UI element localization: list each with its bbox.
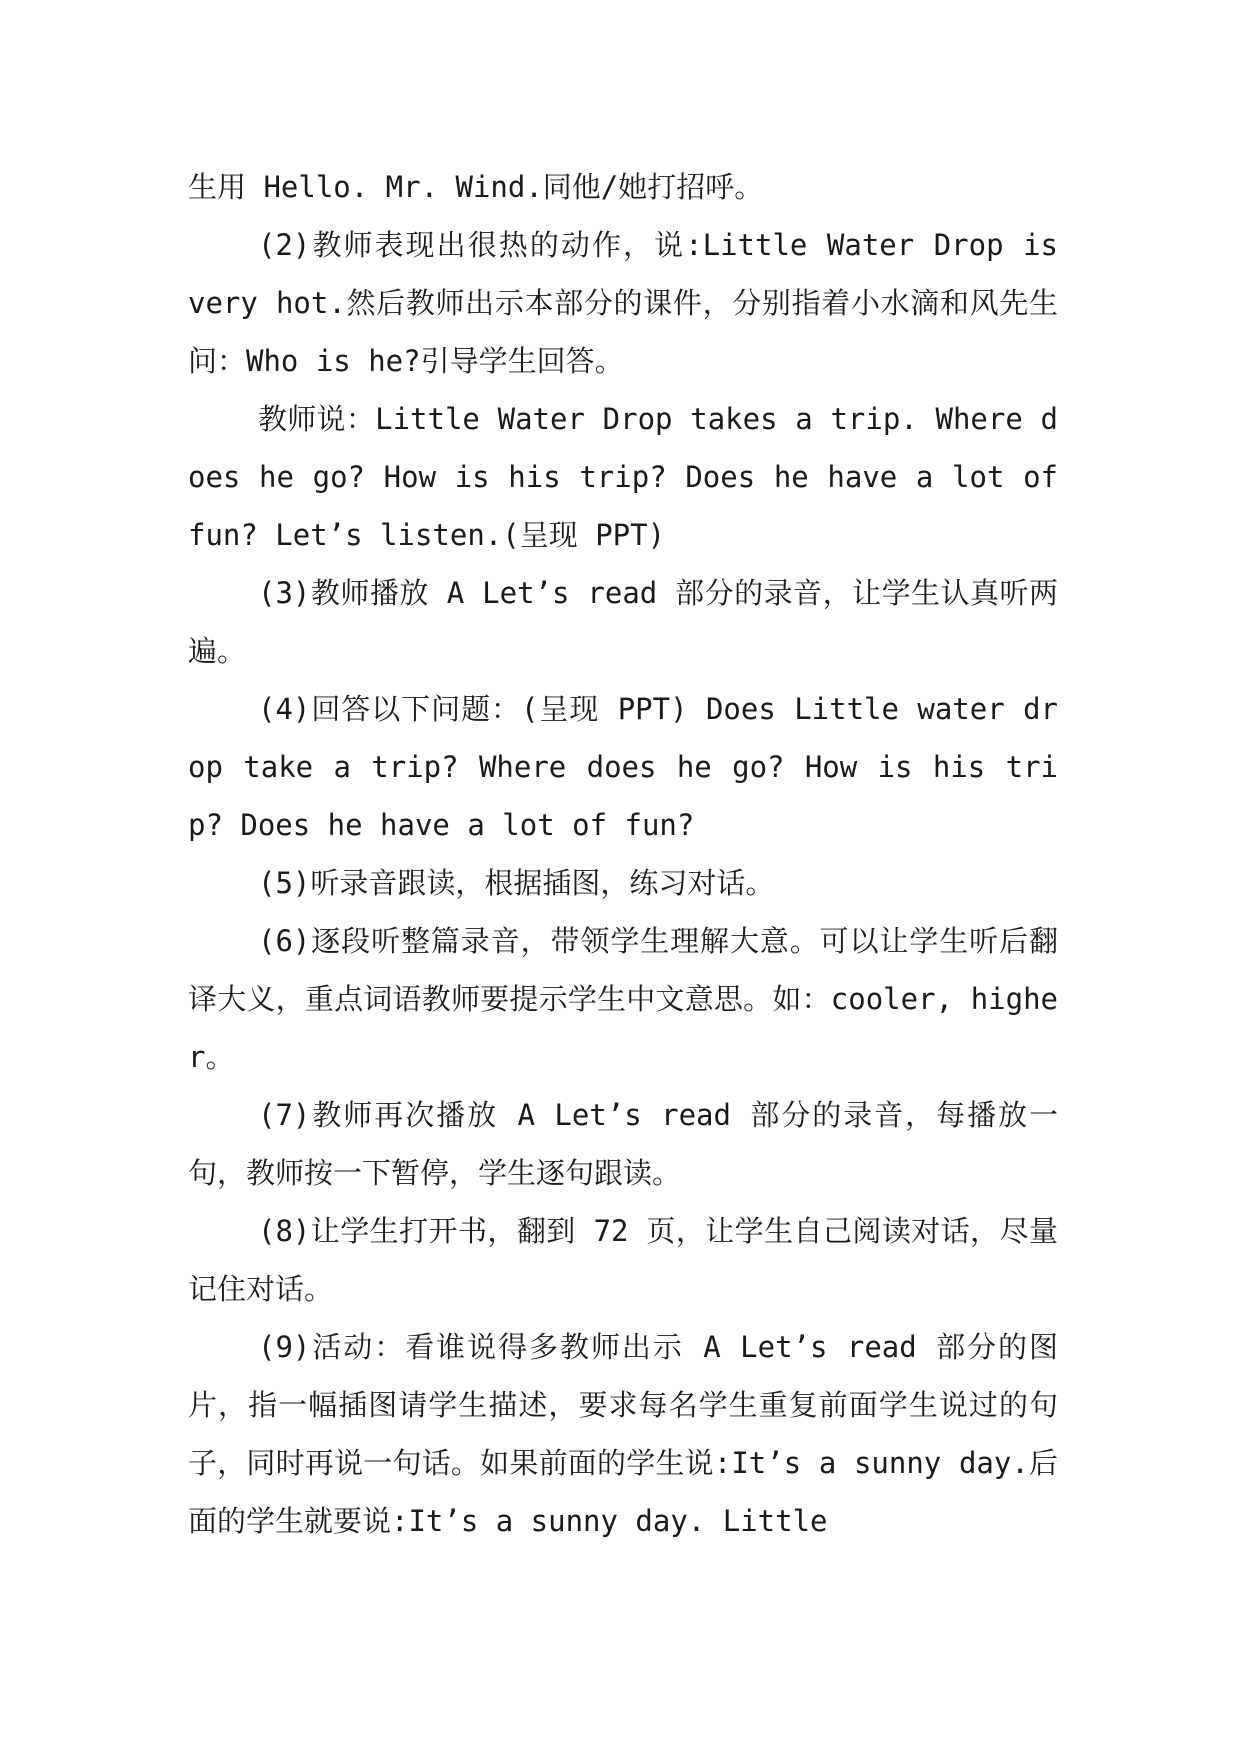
paragraph-2: (2)教师表现出很热的动作，说:Little Water Drop is very hot.然后教师出示本部分的课件，分别指着小水滴和风先生问：Who is he?引导学生回答。 [188,228,1058,378]
paragraph-10: (9)活动：看谁说得多教师出示 A Let’s read 部分的图片，指一幅插图请学生描述，要求每名学生重复前面学生说过的句子，同时再说一句话。如果前面的学生说:It’s a sunny day.后面的学生就要说:It’s a sunny day. Little [188,1330,1058,1538]
paragraph-5: (4)回答以下问题：(呈现 PPT) Does Little water drop take a trip? Where does he go? How is his trip? Does he have a lot of fun? [188,692,1058,842]
paragraph-7: (6)逐段听整篇录音，带领学生理解大意。可以让学生听后翻译大义，重点词语教师要提示学生中文意思。如：cooler, higher。 [188,924,1058,1074]
paragraph-9: (8)让学生打开书，翻到 72 页，让学生自己阅读对话，尽量记住对话。 [188,1214,1058,1306]
paragraph-3: 教师说：Little Water Drop takes a trip. Where does he go? How is his trip? Does he have a lot of fun? Let’s listen.(呈现 PPT) [188,402,1058,552]
document-body [188,158,1058,1550]
paragraph-4: (3)教师播放 A Let’s read 部分的录音，让学生认真听两遍。 [188,576,1058,668]
paragraph-1: 生用 Hello. Mr. Wind.同他/她打招呼。 [188,170,764,204]
paragraph-6: (5)听录音跟读，根据插图，练习对话。 [258,866,775,900]
paragraph-8: (7)教师再次播放 A Let’s read 部分的录音，每播放一句，教师按一下暂停，学生逐句跟读。 [188,1098,1058,1190]
